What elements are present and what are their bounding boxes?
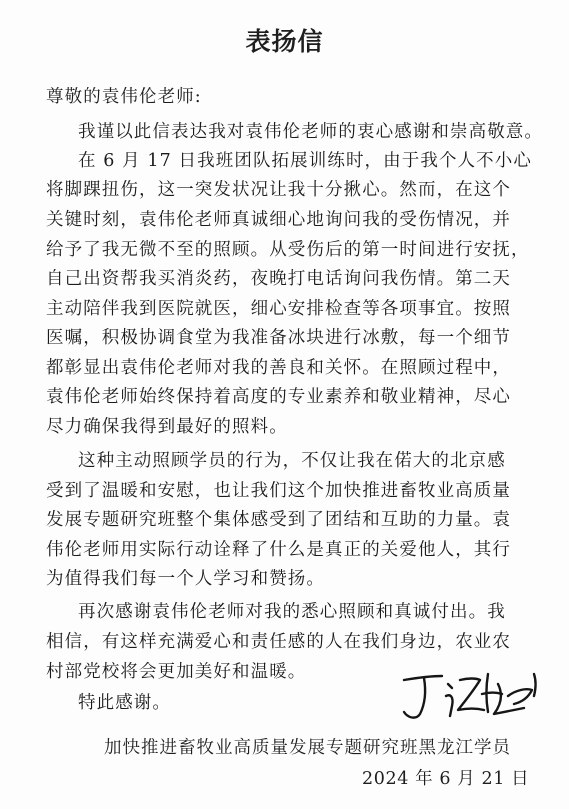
handwritten-signature [396, 666, 548, 726]
signatory-unit: 加快推进畜牧业高质量发展专题研究班黑龙江学员 [104, 738, 511, 758]
letter-title: 表扬信 [245, 27, 324, 56]
body-line: 主动陪伴我到医院就医，细心安排检查等各项事宜。按照 [46, 299, 511, 319]
salutation: 尊敬的袁伟伦老师: [46, 87, 202, 107]
body-line: 尽力确保我得到最好的照料。 [46, 417, 288, 437]
body-line: 相信，有这样充满爱心和责任感的人在我们身边，农业农 [46, 632, 511, 652]
body-line: 在 6 月 17 日我班团队拓展训练时，由于我个人不小心 [78, 151, 532, 171]
body-line: 袁伟伦老师始终保持着高度的专业素养和敬业精神，尽心 [46, 387, 511, 407]
body-line: 都彰显出袁伟伦老师对我的善良和关怀。在照顾过程中， [46, 358, 511, 378]
body-line: 关键时刻，袁伟伦老师真诚细心地询问我的受伤情况，并 [46, 210, 511, 230]
body-line: 伟伦老师用实际行动诠释了什么是真正的关爱他人，其行 [46, 540, 511, 560]
body-line: 将脚踝扭伤，这一突发状况让我十分揪心。然而，在这个 [46, 180, 511, 200]
body-line: 自己出资帮我买消炎药，夜晚打电话询问我伤情。第二天 [46, 269, 511, 289]
body-line: 受到了温暖和安慰，也让我们这个加快推进畜牧业高质量 [46, 481, 511, 501]
body-line: 我谨以此信表达我对袁伟伦老师的衷心感谢和崇高敬意。 [78, 122, 543, 142]
body-line: 医嘱，积极协调食堂为我准备冰块进行冰敷，每一个细节 [46, 328, 511, 348]
body-line: 村部党校将会更加美好和温暖。 [46, 662, 307, 682]
body-line: 这种主动照顾学员的行为，不仅让我在偌大的北京感 [78, 451, 506, 471]
body-line: 为值得我们每一个人学习和赞扬。 [46, 569, 325, 589]
closing-line: 特此感谢。 [78, 693, 171, 713]
body-line: 发展专题研究班整个集体感受到了团结和互助的力量。袁 [46, 510, 511, 530]
signature-date: 2024 年 6 月 21 日 [362, 769, 530, 789]
body-line: 再次感谢袁伟伦老师对我的悉心照顾和真诚付出。我 [78, 602, 506, 622]
body-line: 给予了我无微不至的照顾。从受伤后的第一时间进行安抚， [46, 240, 530, 260]
